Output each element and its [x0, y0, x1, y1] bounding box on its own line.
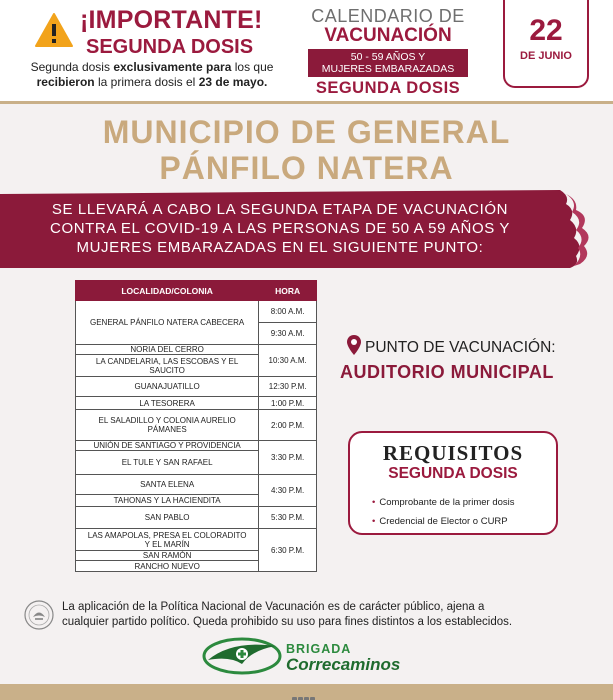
- calendar-vac: VACUNACIÓN: [324, 25, 452, 46]
- location-cell: LAS AMAPOLAS, PRESA EL COLORADITO Y EL MARÍN: [76, 529, 259, 551]
- header: [0, 0, 613, 104]
- requirements-subtitle: SEGUNDA DOSIS: [388, 465, 518, 482]
- requirements-box: [348, 431, 558, 535]
- location-cell: RANCHO NUEVO: [76, 561, 259, 572]
- time-cell: 8:00 A.M.: [259, 301, 317, 323]
- table-row: [76, 410, 317, 441]
- table-row: [76, 475, 317, 495]
- municipio-title: MUNICIPIO DE GENERAL PÁNFILO NATERA: [102, 114, 511, 186]
- table-row: [76, 345, 317, 355]
- warning-icon: [34, 12, 74, 48]
- time-cell: 1:00 P.M.: [259, 397, 317, 410]
- time-cell: 2:00 P.M.: [259, 410, 317, 441]
- location-cell: GUANAJUATILLO: [76, 377, 259, 397]
- table-row: [76, 441, 317, 451]
- time-cell: 12:30 P.M.: [259, 377, 317, 397]
- location-cell: EL SALADILLO Y COLONIA AURELIO PÁMANES: [76, 410, 259, 441]
- list-item: • Comprobante de la primer dosis: [372, 497, 515, 508]
- bullet-icon: •: [372, 497, 376, 508]
- alert-note: Segunda dosis exclusivamente para los que recibieron la primera dosis el 23 de mayo.: [30, 60, 274, 89]
- time-cell: 5:30 P.M.: [259, 507, 317, 529]
- punto-label: PUNTO DE VACUNACIÓN:: [365, 339, 556, 356]
- calendar-age: 50 - 59 AÑOS Y MUJERES EMBARAZADAS: [308, 49, 468, 77]
- date-month: DE JUNIO: [520, 50, 572, 62]
- time-cell: 10:30 A.M.: [259, 345, 317, 377]
- table-row: [76, 529, 317, 551]
- location-cell: NORIA DEL CERRO: [76, 345, 259, 355]
- disclaimer-text: La aplicación de la Política Nacional de Vacunación es de carácter público, ajena a cualquier partido político. Queda prohibido su uso para fines distintos a los establecidos.: [62, 601, 513, 628]
- location-cell: UNIÓN DE SANTIAGO Y PROVIDENCIA: [76, 441, 259, 451]
- calendar-dose: SEGUNDA DOSIS: [315, 79, 461, 97]
- table-header-row: [76, 281, 317, 301]
- bullet-icon: •: [372, 516, 376, 527]
- punto-name: AUDITORIO MUNICIPAL: [340, 362, 554, 382]
- location-cell: SAN PABLO: [76, 507, 259, 529]
- brigada-logo-icon: [202, 636, 282, 676]
- table-row: [76, 507, 317, 529]
- location-cell: GENERAL PÁNFILO NATERA CABECERA: [76, 301, 259, 345]
- schedule-table: [75, 280, 317, 572]
- requirements-title: REQUISITOS: [382, 441, 524, 465]
- calendar-title: CALENDARIO DE: [311, 6, 465, 26]
- map-pin-icon: [347, 335, 361, 355]
- banner-text: SE LLEVARÁ A CABO LA SEGUNDA ETAPA DE VACUNACIÓN CONTRA EL COVID-19 A LAS PERSONAS DE 50 A 59 AÑOS Y MUJERES EMBARAZADAS EN EL SIGUIENTE PUNTO:: [50, 201, 510, 256]
- table-row: [76, 377, 317, 397]
- location-cell: LA TESORERA: [76, 397, 259, 410]
- brigada-subtitle: Correcaminos: [286, 655, 401, 674]
- table-row: [76, 397, 317, 410]
- date-badge: [503, 0, 589, 88]
- social-icons: [292, 689, 316, 700]
- alert-subtitle: SEGUNDA DOSIS: [86, 36, 254, 58]
- location-cell: EL TULE Y SAN RAFAEL: [76, 451, 259, 475]
- time-cell: 3:30 P.M.: [259, 441, 317, 475]
- mexico-seal-icon: [24, 600, 54, 630]
- location-cell: LA CANDELARIA, LAS ESCOBAS Y EL SAUCITO: [76, 355, 259, 377]
- time-cell: 4:30 P.M.: [259, 475, 317, 507]
- table-row: [76, 301, 317, 323]
- requirements-list: [372, 493, 515, 531]
- col-location-header: LOCALIDAD/COLONIA: [76, 281, 259, 301]
- location-cell: SAN RAMÓN: [76, 551, 259, 561]
- time-cell: 9:30 A.M.: [259, 323, 317, 345]
- location-cell: TAHONAS Y LA HACIENDITA: [76, 495, 259, 507]
- info-banner: [0, 190, 613, 268]
- calendar-box: [302, 2, 474, 100]
- date-day: 22: [529, 14, 563, 47]
- brigada-title: BRIGADA: [286, 642, 352, 656]
- alert-title: ¡IMPORTANTE!: [80, 6, 263, 34]
- time-cell: 6:30 P.M.: [259, 529, 317, 572]
- col-time-header: HORA: [259, 281, 317, 301]
- list-item: • Credencial de Elector o CURP: [372, 516, 508, 527]
- location-cell: SANTA ELENA: [76, 475, 259, 495]
